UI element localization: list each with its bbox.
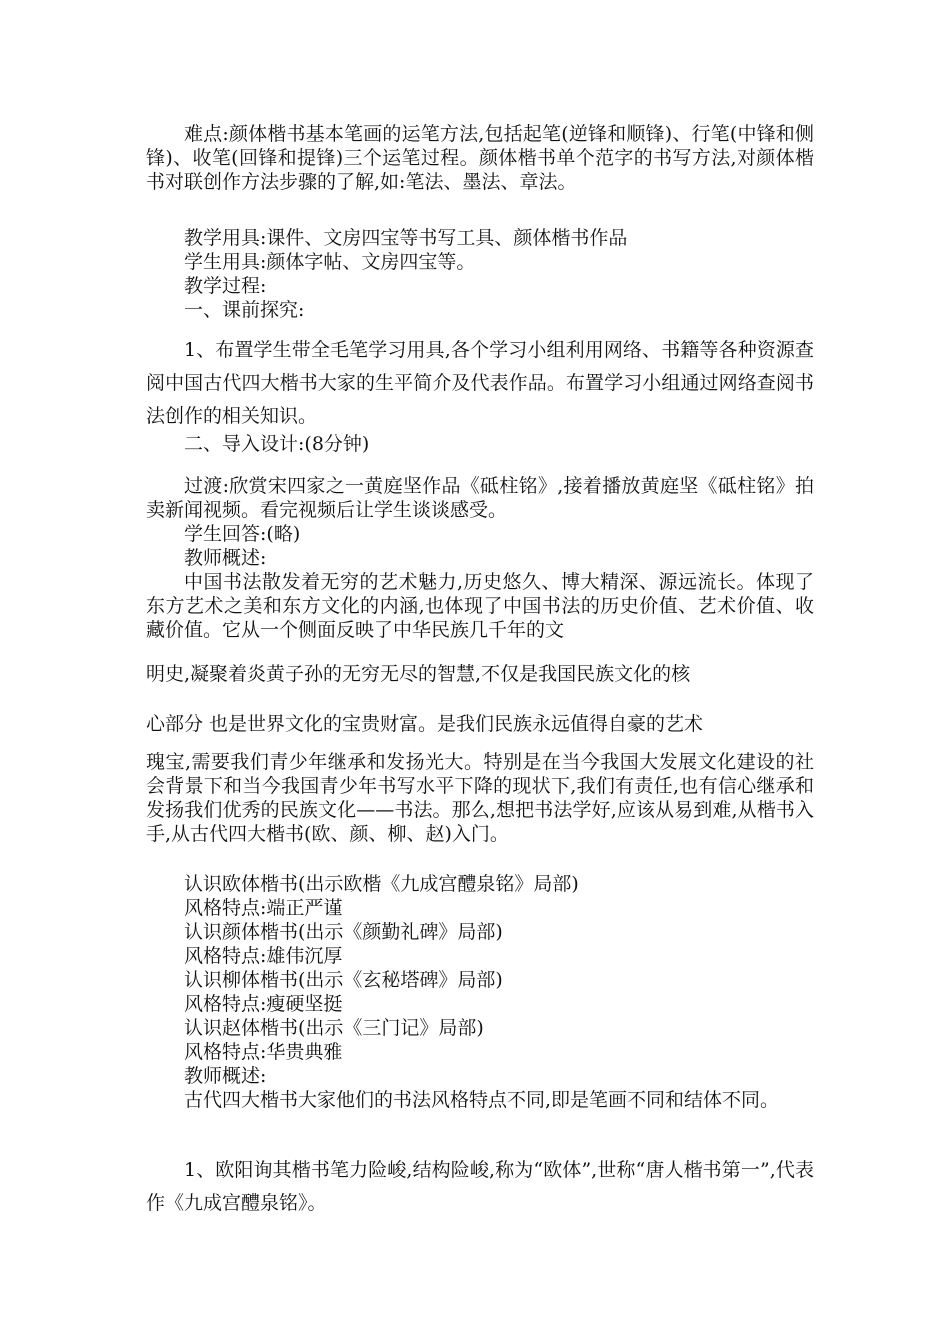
paragraph-pre-class-task: 1、布置学生带全毛笔学习用具,各个学习小组利用网络、书籍等各种资源查阅中国古代四大楷书大家的生平简介及代表作品。布置学习小组通过网络查阅书法创作的相关知识。 (146, 339, 814, 427)
list-item-yan-style: 认识颜体楷书(出示《颜勤礼碑》局部) (184, 921, 503, 943)
list-item-zhao-feature: 风格特点:华贵典雅 (184, 1041, 343, 1063)
paragraph-ouyang-xun: 1、欧阳询其楷书笔力险峻,结构险峻,称为“欧体”,世称“唐人楷书第一”,代表作《九成宫醴泉铭》。 (146, 1159, 814, 1214)
paragraph-transition: 过渡:欣赏宋四家之一黄庭坚作品《砥柱铭》,接着播放黄庭坚《砥柱铭》拍卖新闻视频。看完视频后让学生谈谈感受。 (146, 475, 814, 521)
section-heading-intro: 二、导入设计:(8分钟) (184, 433, 370, 455)
paragraph-student-answer: 学生回答:(略) (184, 523, 301, 545)
list-item-ou-feature: 风格特点:端正严谨 (184, 897, 343, 919)
paragraph-student-tools: 学生用具:颜体字帖、文房四宝等。 (184, 251, 476, 273)
list-item-ou-style: 认识欧体楷书(出示欧楷《九成宫醴泉铭》局部) (184, 873, 579, 895)
paragraph-calligraphy-line: 明史,凝聚着炎黄子孙的无穷无尽的智慧,不仅是我国民族文化的核 (146, 663, 691, 685)
paragraph-calligraphy-intro: 中国书法散发着无穷的艺术魅力,历史悠久、博大精深、源远流长。体现了东方艺术之美和东方文化的内涵,也体现了中国书法的历史价值、艺术价值、收藏价值。它从一个侧面反映了中华民族几千年的文 (146, 571, 814, 641)
section-heading-pre-class: 一、课前探究: (184, 299, 305, 321)
list-item-liu-style: 认识柳体楷书(出示《玄秘塔碑》局部) (184, 969, 503, 991)
paragraph-difficulty: 难点:颜体楷书基本笔画的运笔方法,包括起笔(逆锋和顺锋)、行笔(中锋和侧锋)、收笔(回锋和提锋)三个运笔过程。颜体楷书单个范字的书写方法,对颜体楷书对联创作方法步骤的了解,如:笔法、墨法、章法。 (146, 123, 814, 193)
paragraph-teaching-tools: 教学用具:课件、文房四宝等书写工具、颜体楷书作品 (184, 227, 628, 249)
paragraph-four-masters: 古代四大楷书大家他们的书法风格特点不同,即是笔画不同和结体不同。 (184, 1089, 780, 1111)
list-item-liu-feature: 风格特点:瘦硬坚挺 (184, 993, 343, 1015)
paragraph-calligraphy-line: 心部分 也是世界文化的宝贵财富。是我们民族永远值得自豪的艺术 (146, 713, 704, 735)
paragraph-teacher-summary-label: 教师概述: (184, 547, 267, 569)
paragraph-calligraphy-continued: 瑰宝,需要我们青少年继承和发扬光大。特别是在当今我国大发展文化建设的社会背景下和当今我国青少年书写水平下降的现状下,我们有责任,也有信心继承和发扬我们优秀的民族文化——书法。那么,想把书法学好,应该从易到难,从楷书入手,从古代四大楷书(欧、颜、柳、赵)入门。 (146, 751, 814, 845)
list-item-zhao-style: 认识赵体楷书(出示《三门记》局部) (184, 1017, 484, 1039)
paragraph-process-heading: 教学过程: (184, 275, 267, 297)
list-item-yan-feature: 风格特点:雄伟沉厚 (184, 945, 343, 967)
paragraph-teacher-summary-label: 教师概述: (184, 1065, 267, 1087)
